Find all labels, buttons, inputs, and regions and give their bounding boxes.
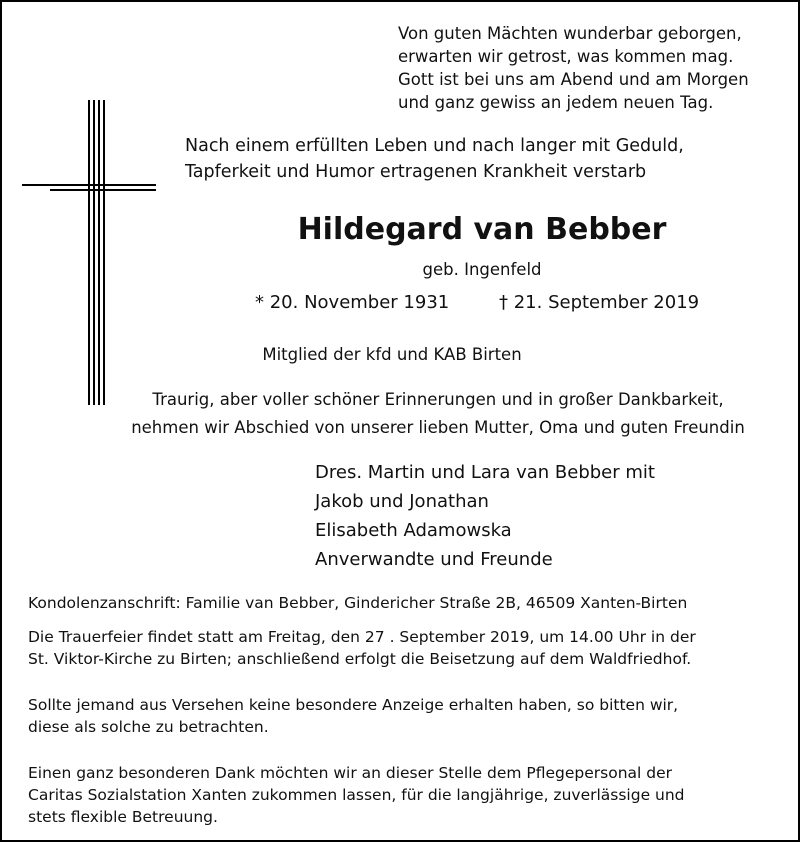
death-date: † 21. September 2019 <box>499 292 700 313</box>
thanks-info <box>28 762 685 828</box>
funeral-info <box>28 626 696 670</box>
intro-text <box>185 133 684 185</box>
membership-line: Mitglied der kfd und KAB Birten <box>262 345 522 364</box>
mourner-line: Dres. Martin und Lara van Bebber mit <box>315 462 655 483</box>
maiden-name: geb. Ingenfeld <box>422 260 542 279</box>
grief-statement <box>2 386 800 442</box>
grief-line: Traurig, aber voller schöner Erinnerungen und in großer Dankbarkeit, <box>152 390 724 409</box>
funeral-line: St. Viktor-Kirche zu Birten; anschließend erfolgt die Beisetzung auf dem Waldfriedhof. <box>28 650 692 668</box>
deceased-name: Hildegard van Bebber <box>297 212 667 247</box>
poem-verse <box>398 22 749 114</box>
thanks-line: stets flexible Betreuung. <box>28 808 218 826</box>
birth-date: * 20. November 1931 <box>255 292 450 313</box>
mourner-line: Jakob und Jonathan <box>315 491 489 512</box>
intro-line: Nach einem erfüllten Leben und nach langer mit Geduld, <box>185 136 684 156</box>
poem-line: erwarten wir getrost, was kommen mag. <box>398 47 734 66</box>
mourner-line: Anverwandte und Freunde <box>315 549 553 570</box>
mourners-list <box>315 458 655 574</box>
grief-line: nehmen wir Abschied von unserer lieben Mutter, Oma und guten Freundin <box>131 418 745 437</box>
poem-line: Gott ist bei uns am Abend und am Morgen <box>398 70 749 89</box>
poem-line: Von guten Mächten wunderbar geborgen, <box>398 24 742 43</box>
notice-line: diese als solche zu betrachten. <box>28 718 269 736</box>
thanks-line: Einen ganz besonderen Dank möchten wir an dieser Stelle dem Pflegepersonal der <box>28 764 673 782</box>
intro-line: Tapferkeit und Humor ertragenen Krankheit verstarb <box>185 162 647 182</box>
poem-line: und ganz gewiss an jedem neuen Tag. <box>398 93 714 112</box>
notice-line: Sollte jemand aus Versehen keine besondere Anzeige erhalten haben, so bitten wir, <box>28 696 679 714</box>
thanks-line: Caritas Sozialstation Xanten zukommen lassen, für die langjährige, zuverlässige und <box>28 786 685 804</box>
condolence-address: Kondolenzanschrift: Familie van Bebber, Gindericher Straße 2B, 46509 Xanten-Birten <box>28 594 688 612</box>
mourner-line: Elisabeth Adamowska <box>315 520 512 541</box>
notice-info <box>28 694 678 738</box>
funeral-line: Die Trauerfeier findet statt am Freitag, den 27 . September 2019, um 14.00 Uhr in der <box>28 628 696 646</box>
